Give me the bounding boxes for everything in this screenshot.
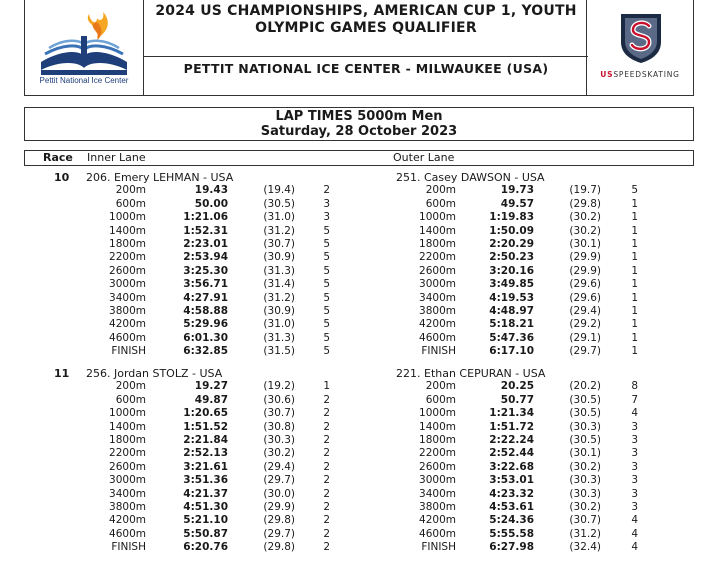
outer-split-time: 5:55.58 [489,527,534,540]
inner-split-time: 49.87 [194,393,228,406]
race-column-header: Race [43,151,73,164]
inner-split-rank: 2 [323,501,330,513]
outer-split-time: 1:51.72 [489,420,534,433]
outer-lap-time: (30.2) [569,211,601,224]
title-line-2: OLYMPIC GAMES QUALIFIER [255,20,477,36]
table-row [0,447,715,460]
table-row [0,251,715,264]
inner-split-distance: 2600m [109,264,146,277]
inner-split-time: 6:01.30 [183,331,228,344]
inner-split-distance: 600m [115,393,146,406]
inner-split-rank: 3 [323,197,330,210]
table-row [0,541,715,554]
inner-split-rank: 5 [323,331,330,344]
outer-split-time: 2:50.23 [489,251,534,264]
outer-lap-time: (30.1) [569,238,601,250]
table-row [0,198,715,211]
outer-split-rank: 4 [631,527,638,540]
outer-lap-time: (30.7) [569,514,601,527]
outer-split-time: 4:23.32 [489,487,534,500]
table-row [0,488,715,501]
inner-split-time: 1:21.06 [183,211,228,224]
inner-split-rank: 2 [323,184,330,197]
outer-split-rank: 1 [631,211,638,224]
outer-split-time: 3:20.16 [489,264,534,277]
outer-lap-time: (31.2) [569,527,601,540]
inner-split-time: 4:21.37 [183,487,228,500]
inner-split-time: 2:21.84 [183,434,228,446]
inner-split-distance: 1400m [109,224,146,237]
outer-split-time: 4:48.97 [489,305,534,317]
outer-split-rank: 1 [631,345,638,358]
inner-split-distance: 600m [115,197,146,210]
race-header-row [0,367,715,380]
outer-split-time: 19.73 [500,184,534,197]
outer-split-distance: 600m [425,393,456,406]
event-title-box [24,107,694,141]
table-row [0,305,715,318]
inner-split-time: 3:51.36 [183,474,228,487]
table-row [0,238,715,251]
outer-split-distance: 600m [425,197,456,210]
outer-lap-time: (30.5) [569,434,601,446]
event-title: LAP TIMES 5000m Men [275,109,443,124]
inner-split-rank: 3 [323,211,330,224]
outer-split-rank: 8 [631,380,638,393]
outer-split-distance: 1800m [419,434,456,446]
inner-split-distance: 4600m [109,527,146,540]
event-date: Saturday, 28 October 2023 [260,124,458,139]
outer-lap-time: (29.9) [569,251,601,264]
inner-split-rank: 5 [323,264,330,277]
outer-split-distance: 3000m [419,278,456,291]
inner-split-rank: 2 [323,487,330,500]
outer-split-time: 1:19.83 [489,211,534,224]
inner-lap-time: (30.2) [263,447,295,460]
outer-split-rank: 1 [631,305,638,317]
venue-subtitle: PETTIT NATIONAL ICE CENTER - MILWAUKEE (USA) [183,61,549,76]
outer-split-time: 5:24.36 [489,514,534,527]
outer-split-distance: 2200m [419,251,456,264]
outer-split-time: 4:19.53 [489,291,534,304]
outer-split-time: 6:17.10 [489,345,534,358]
inner-lap-time: (31.5) [263,345,295,358]
inner-lap-time: (30.7) [263,238,295,250]
inner-split-distance: 3400m [109,291,146,304]
inner-lap-time: (31.0) [263,211,295,224]
inner-split-rank: 5 [323,224,330,237]
outer-split-distance: 3400m [419,291,456,304]
outer-split-time: 3:49.85 [489,278,534,291]
inner-split-time: 19.43 [194,184,228,197]
inner-split-rank: 5 [323,345,330,358]
inner-lap-time: (30.8) [263,420,295,433]
outer-split-rank: 1 [631,264,638,277]
outer-split-time: 50.77 [500,393,534,406]
outer-lap-time: (32.4) [569,541,601,554]
outer-split-distance: FINISH [421,541,456,554]
outer-split-rank: 3 [631,420,638,433]
header-title-panel [144,0,588,95]
outer-split-distance: 200m [425,184,456,197]
inner-lap-time: (19.4) [263,184,295,197]
inner-split-distance: 200m [115,184,146,197]
outer-split-rank: 1 [631,251,638,264]
inner-split-time: 4:58.88 [183,305,228,317]
inner-lap-time: (30.0) [263,487,295,500]
inner-split-time: 3:21.61 [183,460,228,473]
outer-split-rank: 1 [631,278,638,291]
outer-lap-time: (29.7) [569,345,601,358]
outer-split-distance: 3400m [419,487,456,500]
inner-split-distance: 3000m [109,474,146,487]
inner-split-distance: 4600m [109,331,146,344]
outer-split-rank: 1 [631,224,638,237]
outer-split-time: 2:20.29 [489,238,534,250]
outer-split-rank: 1 [631,238,638,250]
table-row [0,292,715,305]
inner-split-distance: 1800m [109,238,146,250]
inner-split-time: 1:20.65 [183,407,228,420]
outer-split-distance: 4200m [419,514,456,527]
inner-split-distance: 2600m [109,460,146,473]
outer-split-distance: 1000m [419,211,456,224]
outer-split-rank: 3 [631,447,638,460]
table-row [0,278,715,291]
table-row [0,407,715,420]
pettit-logo-text: Pettit National Ice Center [39,76,129,85]
outer-split-distance: 1400m [419,420,456,433]
inner-split-time: 5:21.10 [183,514,228,527]
inner-lap-time: (30.3) [263,434,295,446]
table-row [0,225,715,238]
outer-split-rank: 1 [631,197,638,210]
outer-split-distance: 1400m [419,224,456,237]
inner-split-time: 5:50.87 [183,527,228,540]
inner-split-rank: 2 [323,541,330,554]
outer-split-time: 1:21.34 [489,407,534,420]
championship-title [144,3,588,37]
inner-split-rank: 2 [323,527,330,540]
us-speedskating-logo-panel [586,0,693,95]
outer-split-distance: FINISH [421,345,456,358]
outer-split-distance: 3800m [419,305,456,317]
inner-split-rank: 2 [323,434,330,446]
outer-split-distance: 200m [425,380,456,393]
outer-lap-time: (20.2) [569,380,601,393]
inner-split-time: 1:51.52 [183,420,228,433]
inner-lap-time: (31.3) [263,331,295,344]
inner-lap-time: (29.7) [263,527,295,540]
outer-lap-time: (30.2) [569,224,601,237]
outer-split-time: 3:53.01 [489,474,534,487]
inner-lap-time: (31.2) [263,224,295,237]
inner-split-time: 3:56.71 [183,278,228,291]
outer-split-rank: 4 [631,514,638,527]
inner-split-distance: 1000m [109,211,146,224]
inner-lap-time: (30.6) [263,393,295,406]
outer-split-time: 5:47.36 [489,331,534,344]
inner-split-time: 4:51.30 [183,501,228,513]
inner-lap-time: (31.3) [263,264,295,277]
outer-split-rank: 3 [631,460,638,473]
race-number: 11 [54,367,70,380]
outer-lap-time: (29.8) [569,197,601,210]
outer-split-rank: 3 [631,434,638,446]
table-row [0,380,715,393]
outer-split-rank: 5 [631,184,638,197]
outer-split-rank: 4 [631,407,638,420]
outer-split-time: 6:27.98 [489,541,534,554]
inner-lap-time: (29.7) [263,474,295,487]
outer-split-rank: 7 [631,393,638,406]
table-row [0,434,715,447]
outer-lap-time: (29.6) [569,291,601,304]
outer-split-rank: 3 [631,474,638,487]
outer-lap-time: (29.2) [569,318,601,331]
outer-lap-time: (30.2) [569,460,601,473]
inner-split-time: 5:29.96 [183,318,228,331]
inner-split-rank: 2 [323,474,330,487]
pettit-logo-panel [25,0,144,95]
inner-split-distance: 2200m [109,447,146,460]
inner-lap-time: (31.2) [263,291,295,304]
table-row [0,345,715,358]
column-header-row [24,150,694,166]
inner-split-distance: 1400m [109,420,146,433]
outer-split-distance: 1000m [419,407,456,420]
inner-lane-athlete: 206. Emery LEHMAN - USA [86,171,234,184]
outer-split-distance: 4600m [419,331,456,344]
outer-lap-time: (30.2) [569,501,601,513]
table-row [0,318,715,331]
outer-lap-time: (29.9) [569,264,601,277]
outer-split-distance: 2600m [419,264,456,277]
outer-split-time: 4:53.61 [489,501,534,513]
outer-lane-column-header: Outer Lane [393,151,455,164]
inner-split-rank: 2 [323,514,330,527]
inner-lap-time: (30.9) [263,305,295,317]
inner-split-rank: 2 [323,460,330,473]
inner-lap-time: (19.2) [263,380,295,393]
table-row [0,332,715,345]
inner-split-distance: 4200m [109,318,146,331]
table-row [0,394,715,407]
inner-split-time: 4:27.91 [183,291,228,304]
table-row [0,461,715,474]
inner-split-time: 2:23.01 [183,238,228,250]
inner-split-rank: 5 [323,238,330,250]
inner-lap-time: (29.8) [263,514,295,527]
us-speedskating-logo-text [587,70,693,79]
inner-lane-column-header: Inner Lane [87,151,146,164]
header-divider [144,56,588,57]
inner-split-rank: 5 [323,318,330,331]
inner-split-time: 1:52.31 [183,224,228,237]
results-header [24,0,694,96]
inner-split-rank: 5 [323,278,330,291]
inner-split-rank: 2 [323,447,330,460]
inner-lap-time: (30.5) [263,197,295,210]
outer-split-distance: 1800m [419,238,456,250]
outer-split-rank: 3 [631,487,638,500]
outer-lap-time: (30.3) [569,420,601,433]
inner-lap-time: (29.4) [263,460,295,473]
outer-split-rank: 3 [631,501,638,513]
table-row [0,474,715,487]
table-row [0,184,715,197]
outer-lap-time: (30.1) [569,447,601,460]
outer-split-rank: 1 [631,291,638,304]
inner-split-distance: 3400m [109,487,146,500]
outer-split-time: 2:22.24 [489,434,534,446]
inner-split-distance: 200m [115,380,146,393]
inner-split-time: 6:20.76 [183,541,228,554]
inner-lap-time: (31.4) [263,278,295,291]
inner-split-rank: 5 [323,305,330,317]
inner-split-rank: 1 [323,380,330,393]
inner-split-rank: 2 [323,420,330,433]
outer-lap-time: (19.7) [569,184,601,197]
logo-text-speedskating: SPEEDSKATING [613,70,680,79]
outer-split-distance: 4600m [419,527,456,540]
outer-lap-time: (30.5) [569,407,601,420]
us-speedskating-shield-icon [619,12,663,64]
inner-split-distance: FINISH [111,541,146,554]
outer-lap-time: (30.3) [569,487,601,500]
inner-split-distance: 1000m [109,407,146,420]
inner-split-time: 3:25.30 [183,264,228,277]
outer-lane-athlete: 251. Casey DAWSON - USA [396,171,545,184]
inner-split-rank: 2 [323,393,330,406]
table-row [0,421,715,434]
table-row [0,265,715,278]
inner-lap-time: (30.9) [263,251,295,264]
outer-split-time: 1:50.09 [489,224,534,237]
outer-split-rank: 1 [631,331,638,344]
inner-split-distance: 3000m [109,278,146,291]
outer-split-distance: 3800m [419,501,456,513]
outer-lap-time: (30.5) [569,393,601,406]
outer-split-time: 20.25 [500,380,534,393]
inner-split-rank: 5 [323,291,330,304]
outer-lap-time: (30.3) [569,474,601,487]
outer-split-distance: 2200m [419,447,456,460]
table-row [0,514,715,527]
inner-split-time: 2:52.13 [183,447,228,460]
table-row [0,528,715,541]
inner-split-distance: 3800m [109,501,146,513]
inner-split-distance: 1800m [109,434,146,446]
inner-split-rank: 2 [323,407,330,420]
inner-lap-time: (29.8) [263,541,295,554]
table-row [0,501,715,514]
inner-split-time: 19.27 [194,380,228,393]
inner-split-rank: 5 [323,251,330,264]
outer-lap-time: (29.4) [569,305,601,317]
race-header-row [0,171,715,184]
outer-lap-time: (29.6) [569,278,601,291]
inner-split-time: 2:53.94 [183,251,228,264]
outer-split-distance: 4200m [419,318,456,331]
inner-lap-time: (30.7) [263,407,295,420]
outer-lap-time: (29.1) [569,331,601,344]
inner-split-distance: FINISH [111,345,146,358]
inner-lap-time: (29.9) [263,501,295,513]
inner-lane-athlete: 256. Jordan STOLZ - USA [86,367,223,380]
outer-split-time: 49.57 [500,197,534,210]
logo-text-us: US [600,70,614,79]
inner-split-distance: 2200m [109,251,146,264]
outer-split-time: 3:22.68 [489,460,534,473]
inner-split-time: 6:32.85 [183,345,228,358]
inner-split-time: 50.00 [194,197,228,210]
title-line-1: 2024 US CHAMPIONSHIPS, AMERICAN CUP 1, YOUTH [155,3,577,19]
inner-split-distance: 4200m [109,514,146,527]
table-row [0,211,715,224]
inner-lap-time: (31.0) [263,318,295,331]
outer-split-time: 2:52.44 [489,447,534,460]
outer-split-distance: 3000m [419,474,456,487]
race-number: 10 [54,171,70,184]
outer-split-time: 5:18.21 [489,318,534,331]
inner-split-distance: 3800m [109,305,146,317]
outer-split-distance: 2600m [419,460,456,473]
outer-split-rank: 4 [631,541,638,554]
outer-split-rank: 1 [631,318,638,331]
outer-lane-athlete: 221. Ethan CEPURAN - USA [396,367,546,380]
